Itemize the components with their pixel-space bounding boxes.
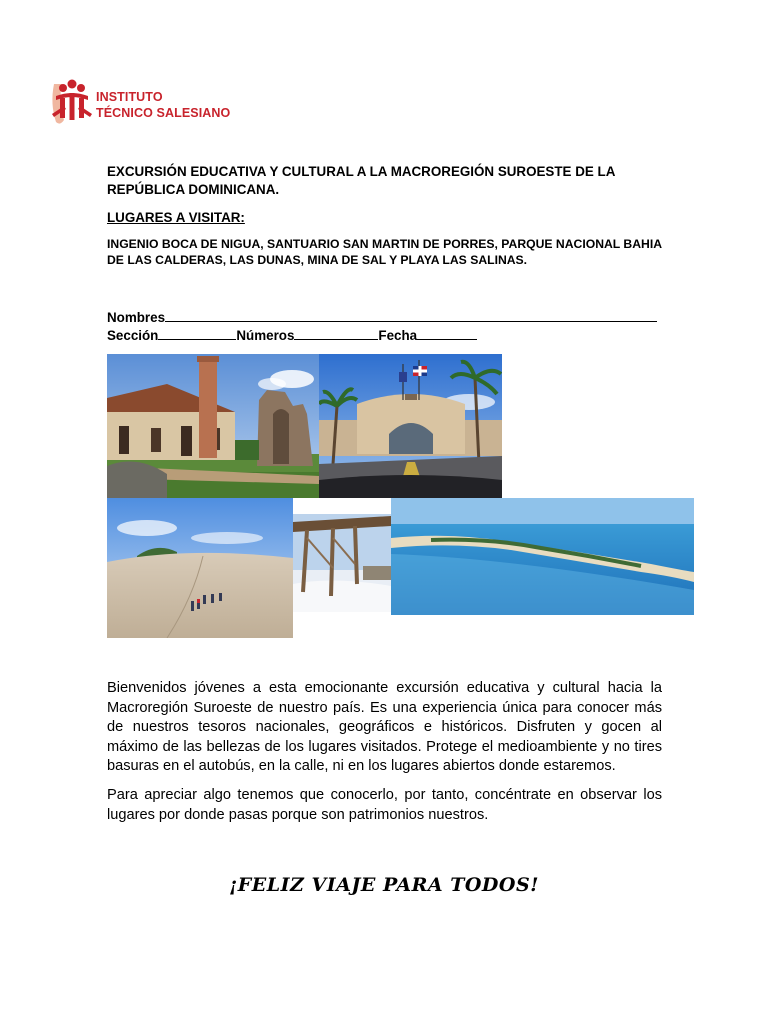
numbers-blank bbox=[294, 326, 378, 340]
photo-santuario-san-martin bbox=[319, 354, 502, 498]
photo-playa-las-salinas bbox=[391, 498, 694, 615]
logo-line-1: INSTITUTO bbox=[96, 90, 163, 104]
places-heading: LUGARES A VISITAR: bbox=[107, 210, 245, 225]
numbers-label: Números bbox=[236, 328, 295, 343]
welcome-paragraph: Bienvenidos jóvenes a esta emocionante excursión educativa y cultural hacia la Macroregión Suroeste de nuestro país. Es una experiencia única para conocer más de nuestros tesoros nacionales, geográficos e históricos. Disfruten y gocen al máximo de las bellezas de los lugares visitados. Protege el medioambiente y no tires basuras en el autobús, en la calle, ni en los lugares abiertos donde estaremos. bbox=[107, 680, 662, 774]
farewell-heading: ¡FELIZ VIAJE PARA TODOS! bbox=[228, 874, 540, 896]
names-blank bbox=[165, 308, 657, 322]
salesian-figures-icon bbox=[48, 76, 94, 126]
section-row bbox=[107, 326, 477, 343]
logo-line-2: TÉCNICO SALESIANO bbox=[96, 106, 231, 120]
section-blank bbox=[158, 326, 236, 340]
photo-ingenio-boca-de-nigua bbox=[107, 354, 319, 498]
places-list: INGENIO BOCA DE NIGUA, SANTUARIO SAN MARTIN DE PORRES, PARQUE NACIONAL BAHIA DE LAS CALDERAS, LAS DUNAS, MINA DE SAL Y PLAYA LAS SALINAS. bbox=[107, 237, 662, 267]
section-label: Sección bbox=[107, 328, 159, 343]
logo-wordmark bbox=[96, 89, 230, 121]
school-logo bbox=[48, 76, 231, 128]
photo-mina-de-sal bbox=[293, 514, 391, 612]
date-blank bbox=[417, 326, 477, 340]
document-title: EXCURSIÓN EDUCATIVA Y CULTURAL A LA MACROREGIÓN SUROESTE DE LA REPÚBLICA DOMINICANA. bbox=[107, 164, 615, 197]
date-label: Fecha bbox=[378, 328, 418, 343]
names-field bbox=[107, 308, 657, 325]
names-label: Nombres bbox=[107, 310, 166, 325]
photo-las-dunas bbox=[107, 498, 293, 638]
closing-paragraph: Para apreciar algo tenemos que conocerlo, por tanto, concéntrate en observar los lugares por donde pasas porque son patrimonios nuestros. bbox=[107, 787, 662, 823]
